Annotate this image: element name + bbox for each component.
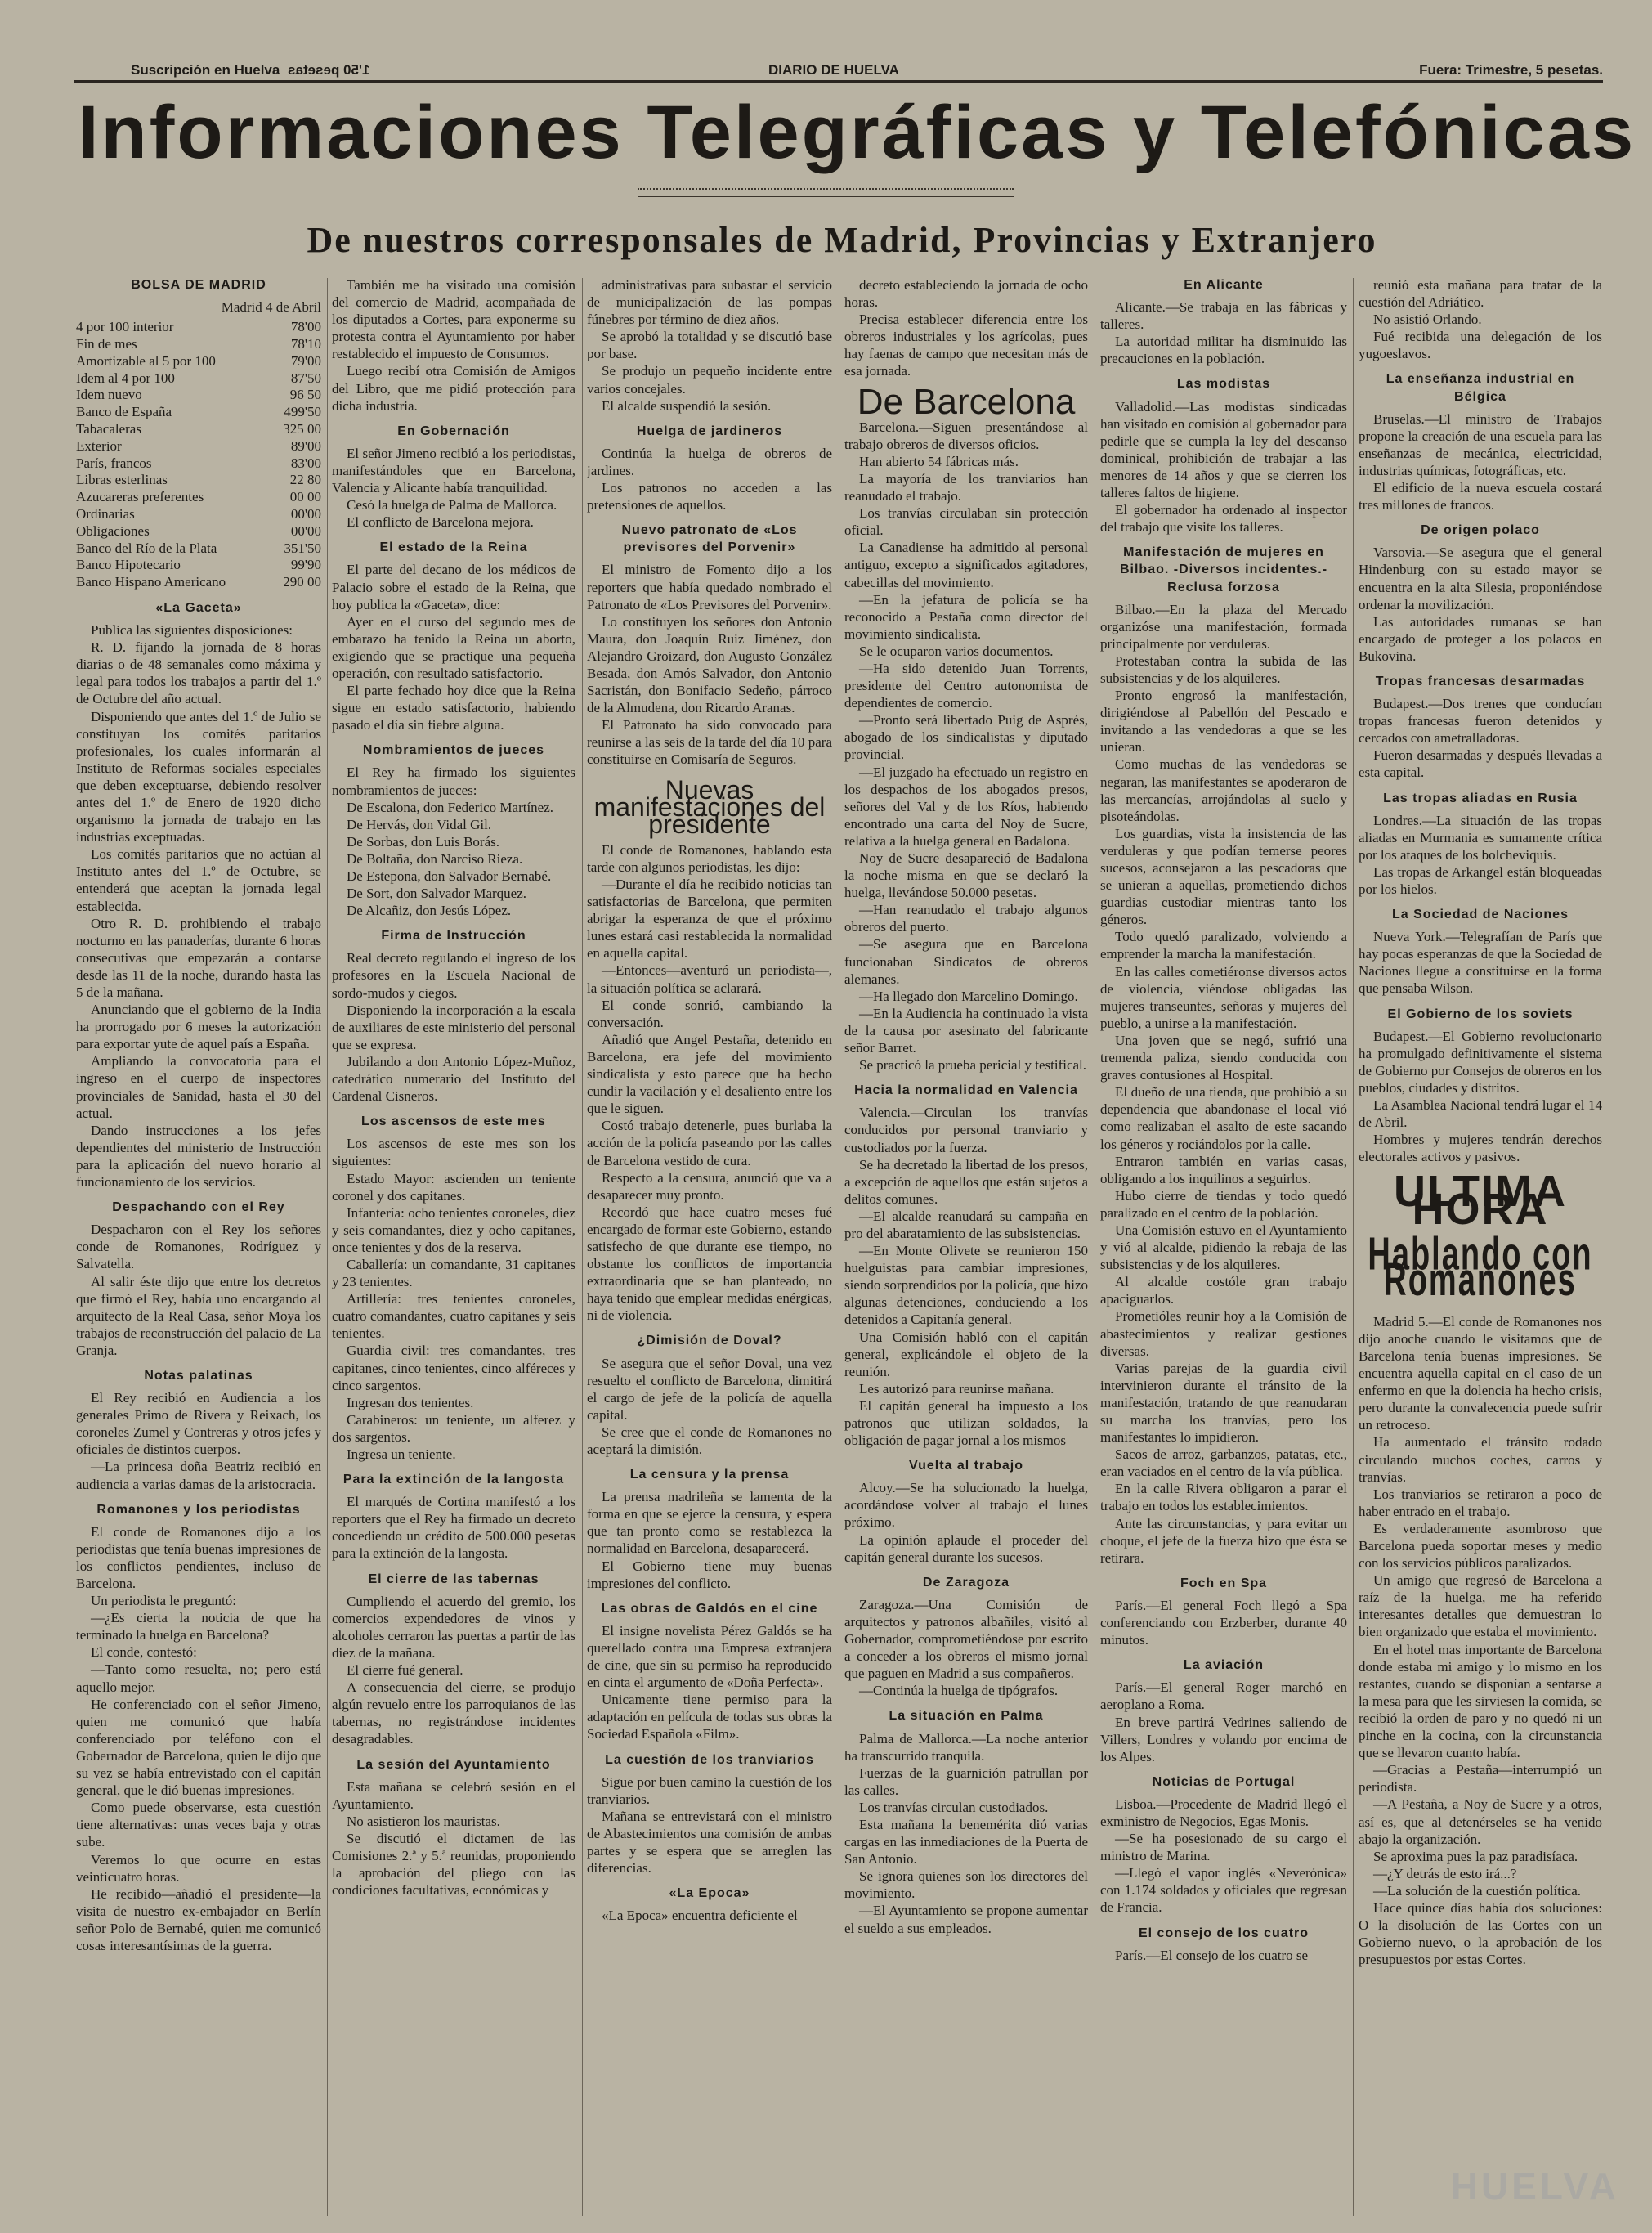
- paragraph: Lisboa.—Procedente de Madrid llegó el exministro de Negocios, Egas Monis.: [1100, 1796, 1347, 1829]
- section-heading: El estado de la Reina: [379, 540, 528, 555]
- paragraph: administrativas para subastar el servicio de municipalización de las pompas fúnebres por término de diez años.: [587, 277, 832, 328]
- paragraph: Les autorizó para reunirse mañana.: [859, 1380, 1054, 1397]
- paragraph: El Rey ha firmado los siguientes nombramientos de jueces:: [332, 765, 575, 798]
- paragraph: —Continúa la huelga de tipógrafos.: [859, 1683, 1059, 1699]
- paragraph: Los guardias, vista la insistencia de las verduleras y que podían temerse peores sucesos, aconsejaron a las pescadoras que se unieran a aquellas, prometiendo dichos guardias custodiar mientras tanto los géneros.: [1100, 825, 1347, 928]
- paragraph: El alcalde suspendió la sesión.: [602, 397, 772, 414]
- paragraph: —La solución de la cuestión política.: [1373, 1882, 1581, 1899]
- paragraph: Una Comisión estuvo en el Ayuntamiento y vió al alcalde, pidiendo la rebaja de las subsistencias y de los alquileres.: [1100, 1222, 1347, 1273]
- quote-row: [76, 557, 321, 574]
- section-heading: Huelga de jardineros: [636, 424, 783, 438]
- paragraph: Se aproxima pues la paz paradisíaca.: [1373, 1848, 1578, 1864]
- stock-quotes-table: [76, 319, 321, 591]
- paragraph: Han abierto 54 fábricas más.: [859, 453, 1019, 469]
- quote-name: Banco de España: [76, 404, 172, 420]
- quote-value: 78'00: [290, 319, 321, 335]
- paragraph: Las tropas de Arkangel están bloqueadas por los hielos.: [1359, 863, 1602, 897]
- paragraph: Dando instrucciones a los jefes dependientes del ministerio de Instrucción para la aplicación del nuevo horario al funcionamiento de los servicios.: [76, 1122, 321, 1190]
- section-heading: Las obras de Galdós en el cine: [601, 1601, 818, 1616]
- paragraph: «La Epoca» encuentra deficiente el: [602, 1908, 798, 1924]
- paragraph: Los tranviarios se retiraron a poco de haber entrado en el trabajo.: [1359, 1486, 1602, 1519]
- paragraph: Protestaban contra la subida de las subsistencias y de los alquileres.: [1100, 652, 1347, 686]
- quote-value: 290 00: [283, 574, 321, 590]
- paragraph: He recibido—añadió el presidente—la visita de nuestro ex-embajador en Berlín señor Polo de Bernabé, quien me comunicó cosas interesantísimas de la guerra.: [76, 1885, 321, 1953]
- paragraph: Nueva York.—Telegrafían de París que hay pocas esperanzas de que la Sociedad de Naciones llegue a constituirse en la forma que pensaba Wilson.: [1359, 929, 1602, 997]
- paragraph: Budapest.—Dos trenes que conducían tropas francesas fueron detenidos y cercados con ametralladoras.: [1359, 696, 1602, 747]
- quote-name: Ordinarias: [76, 505, 135, 522]
- hablando-heading: Hablando con Romanones: [1368, 1228, 1593, 1307]
- paragraph: El capitán general ha impuesto a los patronos que utilizan soldados, la obligación de pagar jornal a los mismos: [844, 1397, 1088, 1449]
- quote-name: Tabacaleras: [76, 420, 141, 437]
- column-rule: [1353, 278, 1354, 2216]
- paragraph: —El alcalde reanudará su campaña en pro del abaratamiento de las subsistencias.: [844, 1208, 1088, 1241]
- subscription-price: 1'50 pesetas: [288, 62, 370, 78]
- paragraph: —Ha sido detenido Juan Torrents, presidente del Centro autonomista de dependientes de comercio.: [844, 660, 1088, 711]
- paragraph: Costó trabajo detenerle, pues burlaba la acción de la policía paseando por las calles de Barcelona vestido de cura.: [587, 1118, 832, 1168]
- quote-value: 351'50: [284, 540, 321, 556]
- paragraph: El edificio de la nueva escuela costará tres millones de francos.: [1359, 480, 1602, 513]
- quote-row: [76, 319, 321, 336]
- quote-value: 00'00: [290, 505, 321, 522]
- column-4: [844, 276, 1088, 2222]
- paragraph: Jubilando a don Antonio López-Muñoz, catedrático numerario del Instituto del Cardenal Cisneros.: [332, 1053, 575, 1105]
- paragraph: Se le ocuparon varios documentos.: [859, 643, 1054, 659]
- paragraph: —Gracias a Pestaña—interrumpió un periodista.: [1359, 1762, 1602, 1796]
- paragraph: Publica las siguientes disposiciones:: [91, 622, 293, 639]
- paragraph: Se ignora quienes son los directores del movimiento.: [844, 1868, 1088, 1902]
- column-3: [587, 276, 832, 2222]
- paragraph: El conde, contestó:: [91, 1644, 197, 1661]
- paragraph: En breve partirá Vedrines saliendo de Villers, Londres y volando por encima de los Alpes.: [1100, 1714, 1347, 1764]
- paragraph: —Se ha posesionado de su cargo el ministro de Marina.: [1100, 1831, 1347, 1864]
- paragraph: En la calle Rivera obligaron a parar el trabajo en todos los establecimientos.: [1100, 1481, 1347, 1514]
- section-heading: La Sociedad de Naciones: [1392, 908, 1569, 922]
- paragraph: —¿Es cierta la noticia de que ha terminado la huelga en Barcelona?: [76, 1610, 321, 1643]
- paragraph: Anunciando que el gobierno de la India ha prorrogado por 6 meses la autorización para exportar yute de aquel país a España.: [76, 1002, 321, 1052]
- quote-row: [76, 336, 321, 353]
- paragraph: —Tanto como resuelta, no; pero está aquello mejor.: [76, 1661, 321, 1695]
- quote-name: Idem al 4 por 100: [76, 370, 175, 386]
- paragraph: reunió esta mañana para tratar de la cuestión del Adriático.: [1359, 277, 1602, 311]
- paragraph: —Llegó el vapor inglés «Neverónica» con 1.174 soldados y oficiales que regresan de Francia.: [1100, 1865, 1347, 1916]
- paragraph: No asistió Orlando.: [1373, 312, 1482, 328]
- paragraph: Noy de Sucre desapareció de Badalona la noche misma en que se declaró la huelga, llevándose 50.000 pesetas.: [844, 850, 1088, 901]
- paragraph: —¿Y detrás de esto irá...?: [1373, 1865, 1517, 1881]
- quote-name: Banco Hispano Americano: [76, 574, 226, 590]
- ornament-divider: [638, 188, 1014, 197]
- paragraph: La Canadiense ha admitido al personal antiguo, excepto a significados agitadores, cabecillas del movimiento.: [844, 540, 1088, 590]
- subscription-outside: Fuera: Trimestre, 5 pesetas.: [1419, 62, 1603, 78]
- paragraph: El gobernador ha ordenado al inspector del trabajo que visite los talleres.: [1100, 502, 1347, 536]
- section-heading: La cuestión de los tranviarios: [605, 1752, 814, 1767]
- paragraph: Ampliando la convocatoria para el ingreso en el cuerpo de inspectores provinciales de Sanidad, hasta el 30 del actual.: [76, 1053, 321, 1121]
- section-heading: Manifestación de mujeres en Bilbao. -Diversos incidentes.- Reclusa forzosa: [1119, 545, 1328, 594]
- paragraph: —En la jefatura de policía se ha reconocido a Pestaña como director del movimiento sindicalista.: [844, 591, 1088, 642]
- paragraph: Valladolid.—Las modistas sindicadas han visitado en comisión al gobernador para pedirle que se cumpla la ley del descanso dominical, prohibición de trabajar a las menores de 14 años y que se cierren los talleres faltos de higiene.: [1100, 398, 1347, 501]
- paragraph: Los ascensos de este mes son los siguientes:: [332, 1136, 575, 1169]
- paragraph: Continúa la huelga de obreros de jardines.: [587, 445, 832, 478]
- quote-name: 4 por 100 interior: [76, 319, 174, 335]
- paragraph: Los tranvías circulaban sin protección oficial.: [844, 505, 1088, 539]
- paragraph: Disponiendo que antes del 1.º de Julio se constituyan los comités paritarios profesionales, los cuales informarán al Instituto de Reformas sociales especiales que deben exceptuarse, debiendo resolver antes del 1.º de Enero de 1920 dicho organismo la jornada de trabajo en las industrias exceptuadas.: [76, 708, 321, 845]
- paragraph: Madrid 5.—El conde de Romanones nos dijo anoche cuando le visitamos que de Barcelona tenía buenas impresiones. Se encuentra aquella capital en el caso de un enfermo en que la dolencia ha hecho crisis, pero durante la convalecencia puede sufrir un retroceso.: [1359, 1313, 1602, 1433]
- paragraph: decreto estableciendo la jornada de ocho horas.: [844, 277, 1088, 311]
- paragraph: —El juzgado ha efectuado un registro en los despachos de los abogados presos, señores del Val y de los Ríos, habiendo encontrado una carta del Noy de Sucre, relativa a la huelga general en Badalona.: [844, 764, 1088, 849]
- quote-name: París, francos: [76, 455, 152, 471]
- section-heading: De origen polaco: [1421, 523, 1540, 538]
- paragraph: El marqués de Cortina manifestó a los reporters que el Rey ha firmado un decreto concediendo un crédito de 500.000 pesetas para la extinción de la langosta.: [332, 1494, 575, 1562]
- paragraph: Palma de Mallorca.—La noche anterior ha transcurrido tranquila.: [844, 1730, 1088, 1764]
- section-heading: La sesión del Ayuntamiento: [356, 1757, 551, 1772]
- paragraph: También me ha visitado una comisión del comercio de Madrid, acompañada de los diputados a Cortes, para exponerme su protesta contra el Ayuntamiento por haber restablecido el impuesto de Consumos.: [332, 277, 575, 362]
- section-heading: Nombramientos de jueces: [362, 743, 545, 758]
- paragraph: Sigue por buen camino la cuestión de los tranviarios.: [587, 1773, 832, 1807]
- paragraph: Alcoy.—Se ha solucionado la huelga, acordándose volver al trabajo el lunes próximo.: [844, 1480, 1088, 1531]
- paragraph: El conde sonrió, cambiando la conversación.: [587, 997, 832, 1030]
- column-1: [76, 276, 321, 2222]
- section-heading: La situación en Palma: [889, 1709, 1044, 1724]
- paragraph: A consecuencia del cierre, se produjo algún revuelo entre los parroquianos de las tabernas, no registrándose incidentes desagradables.: [332, 1679, 575, 1747]
- paragraph: —Ha llegado don Marcelino Domingo.: [859, 988, 1078, 1004]
- paragraph: Una Comisión habló con el capitán general, explicándole el objeto de la reunión.: [844, 1329, 1088, 1379]
- bolsa-date: Madrid 4 de Abril: [221, 299, 321, 316]
- quote-row: [76, 540, 321, 558]
- paragraph: Luego recibí otra Comisión de Amigos del Libro, que me pidió protección para dicha industria.: [332, 363, 575, 414]
- section-heading: El cierre de las tabernas: [368, 1572, 539, 1586]
- section-heading: En Gobernación: [397, 424, 510, 438]
- column-rule: [327, 278, 328, 2216]
- quote-row: [76, 489, 321, 506]
- quote-row: [76, 455, 321, 473]
- section-heading: De Zaragoza: [922, 1575, 1010, 1590]
- paragraph: La opinión aplaude el proceder del capitán general durante los sucesos.: [844, 1531, 1088, 1565]
- section-heading: BOLSA DE MADRID: [131, 278, 266, 292]
- section-heading: Noticias de Portugal: [1152, 1774, 1296, 1789]
- section-heading-large: De Barcelona: [857, 381, 1076, 422]
- paragraph: El Gobierno tiene muy buenas impresiones del conflicto.: [587, 1558, 832, 1591]
- quote-row: [76, 574, 321, 591]
- section-heading: La enseñanza industrial en Bélgica: [1386, 372, 1575, 404]
- quote-name: Obligaciones: [76, 522, 150, 539]
- paragraph: El Rey recibió en Audiencia a los generales Primo de Rivera y Reixach, los coroneles Zumel y Contreras y otros jefes y oficiales de distintos cuerpos.: [76, 1390, 321, 1458]
- paragraph: El señor Jimeno recibió a los periodistas, manifestándoles que en Barcelona, Valencia y Alicante había tranquilidad.: [332, 445, 575, 496]
- paragraph: —Se asegura que en Barcelona funcionaban Sindicatos de obreros alemanes.: [844, 936, 1088, 987]
- paragraph: Ingresan dos tenientes.: [347, 1394, 474, 1410]
- quote-name: Banco del Río de la Plata: [76, 540, 217, 556]
- quote-name: Libras esterlinas: [76, 472, 168, 488]
- quote-value: 22 80: [289, 472, 321, 488]
- paragraph: —Durante el día he recibido noticias tan satisfactorias de Barcelona, que permiten abrigar la esperanza de que el próximo lunes estará casi restablecida la normalidad en aquella capital.: [587, 877, 832, 962]
- paragraph: Varsovia.—Se asegura que el general Hindenburg con su estado mayor se encuentra en la alta Silesia, proponiéndose ordenar la movilización.: [1359, 545, 1602, 612]
- section-heading: Firma de Instrucción: [381, 929, 526, 944]
- paragraph: El dueño de una tienda, que prohibió a su dependencia que abandonase el local vió como realizaban el asalto de este sacando los géneros y rociándolos por la calle.: [1100, 1084, 1347, 1152]
- paragraph: Esta mañana se celebró sesión en el Ayuntamiento.: [332, 1778, 575, 1812]
- subscription-local: Suscripción en Huelva: [131, 62, 280, 78]
- paragraph: —En Monte Olivete se reunieron 150 huelguistas para cambiar impresiones, siendo sorprendidos por la policía, que hizo algunas detenciones, conduciendo a los detenidos a Capitanía general.: [844, 1243, 1088, 1328]
- section-heading: Las tropas aliadas en Rusia: [1383, 791, 1578, 805]
- quote-value: 00 00: [289, 489, 321, 505]
- paragraph: El Patronato ha sido convocado para reunirse a las seis de la tarde del día 10 para constituirse en Comisaría de Seguros.: [587, 717, 832, 768]
- paragraph: De Estepona, don Salvador Bernabé.: [347, 868, 552, 884]
- paragraph: París.—El general Foch llegó a Spa conferenciando con Erzberber, durante 40 minutos.: [1100, 1597, 1347, 1648]
- paragraph: Caballería: un comandante, 31 capitanes y 23 tenientes.: [332, 1256, 575, 1290]
- paragraph: Ha aumentado el tránsito rodado circulando muchos coches, carros y tranvías.: [1359, 1434, 1602, 1485]
- section-heading: «La Epoca»: [669, 1886, 750, 1901]
- quote-row: [76, 523, 321, 540]
- masthead-line: [74, 56, 1603, 85]
- paragraph: El insigne novelista Pérez Galdós se ha querellado contra una Empresa extranjera de cine, que sin su permiso ha reproducido en cinta el argumento de «Doña Perfecta».: [587, 1622, 832, 1691]
- paragraph: De Hervás, don Vidal Gil.: [347, 816, 492, 832]
- paragraph: De Boltaña, don Narciso Rieza.: [347, 850, 523, 867]
- quote-row: [76, 421, 321, 438]
- paragraph: Lo constituyen los señores don Antonio Maura, don Joaquín Ruiz Jiménez, don Alejandro Groizard, don Augusto González Besada, don Amós Salvador, don Antonio Sacristán, don Bonifacio Sedeño, párroco de la Almudena, don Ricardo Aranas.: [587, 613, 832, 716]
- paragraph: De Sort, don Salvador Marquez.: [347, 886, 527, 902]
- paragraph: Carabineros: un teniente, un alferez y dos sargentos.: [332, 1411, 575, 1445]
- section-heading: Los ascensos de este mes: [361, 1114, 546, 1129]
- column-2: [332, 276, 575, 2222]
- paragraph: Disponiendo la incorporación a la escala de auxiliares de este ministerio del personal que se expresa.: [332, 1002, 575, 1052]
- section-heading: El Gobierno de los soviets: [1387, 1007, 1574, 1021]
- paragraph: Los patronos no acceden a las pretensiones de aquellos.: [587, 480, 832, 513]
- paragraph: Hubo cierre de tiendas y todo quedó paralizado en el centro de la población.: [1100, 1187, 1347, 1221]
- paragraph: Es verdaderamente asombroso que Barcelona pueda soportar meses y medio con los servicios públicos paralizados.: [1359, 1520, 1602, 1572]
- section-heading: Vuelta al trabajo: [909, 1459, 1023, 1473]
- paragraph: Guardia civil: tres comandantes, tres capitanes, cinco tenientes, cinco alféreces y cinco sargentos.: [332, 1343, 575, 1393]
- quote-value: 99'90: [290, 557, 321, 573]
- section-heading: La aviación: [1183, 1658, 1265, 1673]
- section-subhead: De nuestros corresponsales de Madrid, Provincias y Extranjero: [307, 220, 1377, 260]
- paragraph: R. D. fijando la jornada de 8 horas diarias o de 48 semanales como máxima y legal para todos los trabajos a partir del 1.º de Octubre del año actual.: [76, 639, 321, 707]
- section-heading: Las modistas: [1176, 377, 1271, 392]
- quote-row: [76, 404, 321, 421]
- paragraph: Se aprobó la totalidad y se discutió base por base.: [587, 329, 832, 362]
- paragraph: Respecto a la censura, anunció que va a desaparecer muy pronto.: [587, 1169, 832, 1203]
- quote-row: [76, 387, 321, 404]
- paragraph: El cierre fué general.: [347, 1662, 463, 1679]
- quote-row: [76, 472, 321, 489]
- quote-value: 325 00: [283, 420, 321, 437]
- paragraph: Sacos de arroz, garbanzos, patatas, etc., eran vaciados en el centro de la vía pública.: [1100, 1446, 1347, 1480]
- paragraph: Un periodista le preguntó:: [91, 1593, 236, 1609]
- paragraph: Ayer en el curso del segundo mes de embarazo ha tenido la Reina un aborto, exigiendo que se practique una pequeña operación, con resultado satisfactorio.: [332, 613, 575, 681]
- paragraph: Todo quedó paralizado, volviendo a emprender la marcha la manifestación.: [1100, 929, 1347, 962]
- quote-name: Idem nuevo: [76, 387, 142, 403]
- quote-value: 499'50: [284, 404, 321, 420]
- paragraph: Los tranvías circulan custodiados.: [859, 1799, 1049, 1815]
- paragraph: Cesó la huelga de Palma de Mallorca.: [347, 497, 557, 513]
- paragraph: París.—El consejo de los cuatro se: [1115, 1947, 1309, 1963]
- paragraph: Real decreto regulando el ingreso de los profesores en la Escuela Nacional de sordo-mudos y ciegos.: [332, 950, 575, 1001]
- paragraph: El conde de Romanones dijo a los periodistas que tenía buenas impresiones de los conflictos pendientes, incluso de Barcelona.: [76, 1523, 321, 1591]
- paragraph: Se discutió el dictamen de las Comisiones 2.ª y 5.ª reunidas, proponiendo la aprobación del pliego con las condiciones facultativas, económicas y: [332, 1830, 575, 1899]
- section-heading-large: Nuevas manifestaciones del presidente: [593, 774, 826, 839]
- paragraph: Como muchas de las vendedoras se negaran, las manifestantes se apoderaron de las mercancías, arrojándolas al suelo y pisoteándolas.: [1100, 756, 1347, 824]
- paragraph: El parte del decano de los médicos de Palacio sobre el estado de la Reina, que hoy publica la «Gaceta», dice:: [332, 562, 575, 612]
- section-heading: Romanones y los periodistas: [96, 1502, 301, 1517]
- paragraph: Ante las circunstancias, y para evitar un choque, el jefe de la fuerza hizo que ésta se retirara.: [1100, 1515, 1347, 1566]
- quote-value: 83'00: [290, 455, 321, 471]
- section-heading: Para la extinción de la langosta: [342, 1473, 565, 1487]
- archive-watermark: HUELVA: [1450, 2165, 1619, 2208]
- paragraph: Al salir éste dijo que entre los decretos que firmó el Rey, había uno encargando al arquitecto de la Real Casa, señor Moya los trabajos de reconstrucción del palacio de La Granja.: [76, 1273, 321, 1358]
- column-5: [1100, 276, 1347, 2222]
- paragraph: El conde de Romanones, hablando esta tarde con algunos periodistas, les dijo:: [587, 841, 832, 875]
- paragraph: —Han reanudado el trabajo algunos obreros del puerto.: [844, 902, 1088, 935]
- paragraph: No asistieron los mauristas.: [347, 1813, 500, 1829]
- section-heading: La censura y la prensa: [629, 1468, 790, 1482]
- paragraph: Despacharon con el Rey los señores conde de Romanones, Rodríguez y Salvatella.: [76, 1222, 321, 1272]
- quote-row: [76, 353, 321, 370]
- paragraph: París.—El general Roger marchó en aeroplano a Roma.: [1100, 1679, 1347, 1713]
- quote-name: Exterior: [76, 437, 122, 454]
- paragraph: En el hotel mas importante de Barcelona donde estaba mi amigo y lo mismo en los restantes, cuando se disponían a sentarse a la mesa para que les sirviesen la comida, se recibió la orden de paro y no quedó ni un pinche en la cocina, con la circunstancia que se llevaron cuanto había.: [1359, 1641, 1602, 1761]
- paragraph: —Entonces—aventuró un periodista—, la situación política se aclarará.: [587, 962, 832, 996]
- paragraph: Hombres y mujeres tendrán derechos electorales activos y pasivos.: [1359, 1132, 1602, 1165]
- paragraph: Veremos lo que ocurre en estas veinticuatro horas.: [76, 1851, 321, 1885]
- paragraph: Artillería: tres tenientes coroneles, cuatro comandantes, cuatro capitanes y seis tenientes.: [332, 1291, 575, 1342]
- paragraph: —A Pestaña, a Noy de Sucre y a otros, así es, que al detenérseles se ha venido abajo la organización.: [1359, 1796, 1602, 1847]
- paragraph: —El Ayuntamiento se propone aumentar el sueldo a sus empleados.: [844, 1903, 1088, 1936]
- quote-value: 89'00: [290, 437, 321, 454]
- paragraph: Una joven que se negó, sufrió una tremenda paliza, siendo conducida con graves contusiones al Hospital.: [1100, 1032, 1347, 1083]
- quote-name: Banco Hipotecario: [76, 557, 181, 573]
- paragraph: Se ha decretado la libertad de los presos, a excepción de aquellos que están sujetos a delitos comunes.: [844, 1156, 1088, 1207]
- paragraph: Barcelona.—Siguen presentándose al trabajo obreros de diversos oficios.: [844, 419, 1088, 452]
- paragraph: Fueron desarmadas y después llevadas a esta capital.: [1359, 747, 1602, 781]
- paragraph: Pronto engrosó la manifestación, dirigiéndose al Pabellón del Pescado e invitando a las vendedoras a que se les unieran.: [1100, 688, 1347, 756]
- section-heading: «La Gaceta»: [155, 600, 242, 615]
- quote-row: [76, 506, 321, 523]
- paragraph: Recordó que hace cuatro meses fué encargado de formar este Gobierno, estando satisfecho de que durante ese tiempo, no obstante los conflictos de importancia extraordinaria que se han planteado, no haya tenido que emplear medidas enérgicas, ni de violencia.: [587, 1204, 832, 1324]
- newspaper-name: DIARIO DE HUELVA: [768, 62, 899, 78]
- paragraph: Los comités paritarios que no actúan al Instituto antes del 1.º de Octubre, se entenderá que aceptan la jornada legal establecida.: [76, 846, 321, 914]
- paragraph: Bilbao.—En la plaza del Mercado organizóse una manifestación, formada principalmente por verduleras.: [1100, 601, 1347, 652]
- paragraph: La mayoría de los tranviarios han reanudado el trabajo.: [844, 470, 1088, 504]
- quote-row: [76, 370, 321, 388]
- paragraph: Valencia.—Circulan los tranvías conducidos por personal tranviario y custodiados por la fuerza.: [844, 1105, 1088, 1155]
- paragraph: Hace quince días había dos soluciones: O la disolución de las Cortes con un Gobierno nuevo, o la aprobación de los presupuestos por estas Cortes.: [1359, 1899, 1602, 1968]
- paragraph: De Escalona, don Federico Martínez.: [347, 799, 554, 815]
- paragraph: Prometióles reunir hoy a la Comisión de abastecimientos y realizar gestiones diversas.: [1100, 1308, 1347, 1359]
- paragraph: Infantería: ocho tenientes coroneles, diez y seis comandantes, diez y ocho capitanes, once tenientes y dos de la reserva.: [332, 1204, 575, 1255]
- section-heading: Notas palatinas: [144, 1368, 253, 1383]
- paragraph: Entraron también en varias casas, obligando a los inquilinos a seguirlos.: [1100, 1153, 1347, 1186]
- quote-name: Fin de mes: [76, 335, 137, 352]
- quote-value: 96 50: [289, 387, 321, 403]
- paragraph: El conflicto de Barcelona mejora.: [347, 514, 534, 531]
- paragraph: Ingresa un teniente.: [347, 1446, 456, 1462]
- paragraph: De Sorbas, don Luis Borás.: [347, 833, 499, 850]
- column-6: [1359, 276, 1602, 2222]
- paragraph: Un amigo que regresó de Barcelona a raíz de la huelga, me ha referido interesantes detalles que demuestran lo bien organizado que estaba el movimiento.: [1359, 1572, 1602, 1640]
- paragraph: Esta mañana la benemérita dió varias cargas en las inmediaciones de la Puerta de San Antonio.: [844, 1816, 1088, 1868]
- paragraph: En las calles cometiéronse diversos actos de violencia, viéndose obligadas las mujeres transeuntes, señoras y mujeres del pueblo, a unirse a la manifestación.: [1100, 963, 1347, 1031]
- column-rule: [582, 278, 583, 2216]
- section-heading: Tropas francesas desarmadas: [1375, 674, 1586, 688]
- quote-value: 79'00: [290, 352, 321, 369]
- quote-value: 87'50: [290, 370, 321, 386]
- paragraph: Fuerzas de la guarnición patrullan por las calles.: [844, 1764, 1088, 1798]
- quote-value: 78'10: [290, 335, 321, 352]
- paragraph: Otro R. D. prohibiendo el trabajo nocturno en las panaderías, durante 6 horas consecutivas que empezarán a contarse desde las 11 de la noche, durando hasta las 5 de la mañana.: [76, 915, 321, 1000]
- paragraph: Como puede observarse, esta cuestión tiene alternativas: unas veces baja y otras sube.: [76, 1800, 321, 1850]
- paragraph: Se produjo un pequeño incidente entre varios concejales.: [587, 363, 832, 397]
- paragraph: El parte fechado hoy dice que la Reina sigue en estado satisfactorio, habiendo pasado el día sin fiebre alguna.: [332, 683, 575, 733]
- paragraph: Bruselas.—El ministro de Trabajos propone la creación de una escuela para las enseñanzas de mecánica, electricidad, industrias químicas, fotográficas, etc.: [1359, 410, 1602, 478]
- paragraph: Londres.—La situación de las tropas aliadas en Murmania es sumamente crítica por los ataques de los bolcheviquis.: [1359, 812, 1602, 863]
- paragraph: Al alcalde costóle gran trabajo apaciguarlos.: [1100, 1274, 1347, 1307]
- paragraph: De Alcañiz, don Jesús López.: [347, 903, 512, 919]
- paragraph: El ministro de Fomento dijo a los reporters que había quedado nombrado el Patronato de «Los Previsores del Porvenir».: [587, 562, 832, 612]
- quote-row: [76, 438, 321, 455]
- quote-value: 00'00: [290, 522, 321, 539]
- paragraph: Se asegura que el señor Doval, una vez resuelto el conflicto de Barcelona, dimitirá el cargo de jefe de la policía de aquella capital.: [587, 1355, 832, 1423]
- section-heading: El consejo de los cuatro: [1138, 1926, 1310, 1940]
- paragraph: La autoridad militar ha disminuido las precauciones en la población.: [1100, 334, 1347, 367]
- ultima-hora-heading: ULTIMA HORA: [1394, 1167, 1567, 1234]
- section-heading: Foch en Spa: [1180, 1576, 1268, 1590]
- paragraph: —La princesa doña Beatriz recibió en audiencia a varias damas de la aristocracia.: [76, 1459, 321, 1492]
- paragraph: Cumpliendo el acuerdo del gremio, los comercios expendedores de vinos y alcoholes cerraron las puertas a partir de las diez de la mañana.: [332, 1593, 575, 1661]
- section-heading: ¿Dimisión de Doval?: [637, 1334, 782, 1348]
- paragraph: La Asamblea Nacional tendrá lugar el 14 de Abril.: [1359, 1097, 1602, 1131]
- section-heading: Hacia la normalidad en Valencia: [854, 1083, 1078, 1098]
- paragraph: Se practicó la prueba pericial y testifical.: [859, 1057, 1087, 1074]
- section-heading: Nuevo patronato de «Los previsores del Porvenir»: [621, 523, 798, 555]
- section-heading: En Alicante: [1184, 278, 1264, 292]
- section-heading: Despachando con el Rey: [112, 1200, 285, 1215]
- paragraph: La prensa madrileña se lamenta de la forma en que se ejerce la censura, y espera que tan pronto como se restablezca la normalidad en Barcelona, desaparecerá.: [587, 1489, 832, 1557]
- paragraph: Se cree que el conde de Romanones no aceptará la dimisión.: [587, 1424, 832, 1457]
- main-headline: Informaciones Telegráficas y Telefónicas: [78, 91, 1636, 174]
- paragraph: —En la Audiencia ha continuado la vista de la causa por asesinato del fabricante señor Barret.: [844, 1005, 1088, 1056]
- paragraph: Precisa establecer diferencia entre los obreros industriales y los agrícolas, pues hay faenas de campo que necesitan más de esa jornada.: [844, 312, 1088, 379]
- paragraph: Budapest.—El Gobierno revolucionario ha promulgado definitivamente el sistema de Gobierno por Consejos de obreros en los pueblos, ciudades y distritos.: [1359, 1028, 1602, 1096]
- paragraph: —Pronto será libertado Puig de Asprés, abogado de los sindicalistas y diputado provincial.: [844, 712, 1088, 763]
- paragraph: Estado Mayor: ascienden un teniente coronel y dos capitanes.: [332, 1170, 575, 1204]
- paragraph: Las autoridades rumanas se han encargado de proteger a los polacos en Bukovina.: [1359, 613, 1602, 664]
- quote-name: Azucareras preferentes: [76, 489, 204, 505]
- paragraph: Zaragoza.—Una Comisión de arquitectos y patronos albañiles, visitó al Gobernador, comprometiéndose por escrito a conceder a los obreros el mismo jornal que paguen en Madrid a sus compañeros.: [844, 1596, 1088, 1682]
- quote-name: Amortizable al 5 por 100: [76, 352, 216, 369]
- paragraph: Unicamente tiene permiso para la adaptación en película de todas sus obras la Sociedad Española «Film».: [587, 1692, 832, 1742]
- paragraph: Añadió que Angel Pestaña, detenido en Barcelona, era jefe del movimiento sindicalista y esto parece que ha hecho cundir la vacilación y el desaliento entre los que le siguen.: [587, 1031, 832, 1117]
- paragraph: He conferenciado con el señor Jimeno, quien me comunicó que había conferenciado por teléfono con el Gobernador de Barcelona, quien le dijo que su vez se había entrevistado con el capitán general, que le dió buenas impresiones.: [76, 1696, 321, 1799]
- masthead-rule: [74, 80, 1603, 83]
- paragraph: Fué recibida una delegación de los yugoeslavos.: [1359, 329, 1602, 362]
- paragraph: Mañana se entrevistará con el ministro de Abastecimientos una comisión de ambas partes y se espera que se arreglen las diferencias.: [587, 1808, 832, 1877]
- paragraph: Varias parejas de la guardia civil intervinieron durante el tránsito de la manifestación, tratando de que reanudaran su marcha los tranvías, pero los manifestantes lo impidieron.: [1100, 1360, 1347, 1446]
- paragraph: Alicante.—Se trabaja en las fábricas y talleres.: [1100, 299, 1347, 333]
